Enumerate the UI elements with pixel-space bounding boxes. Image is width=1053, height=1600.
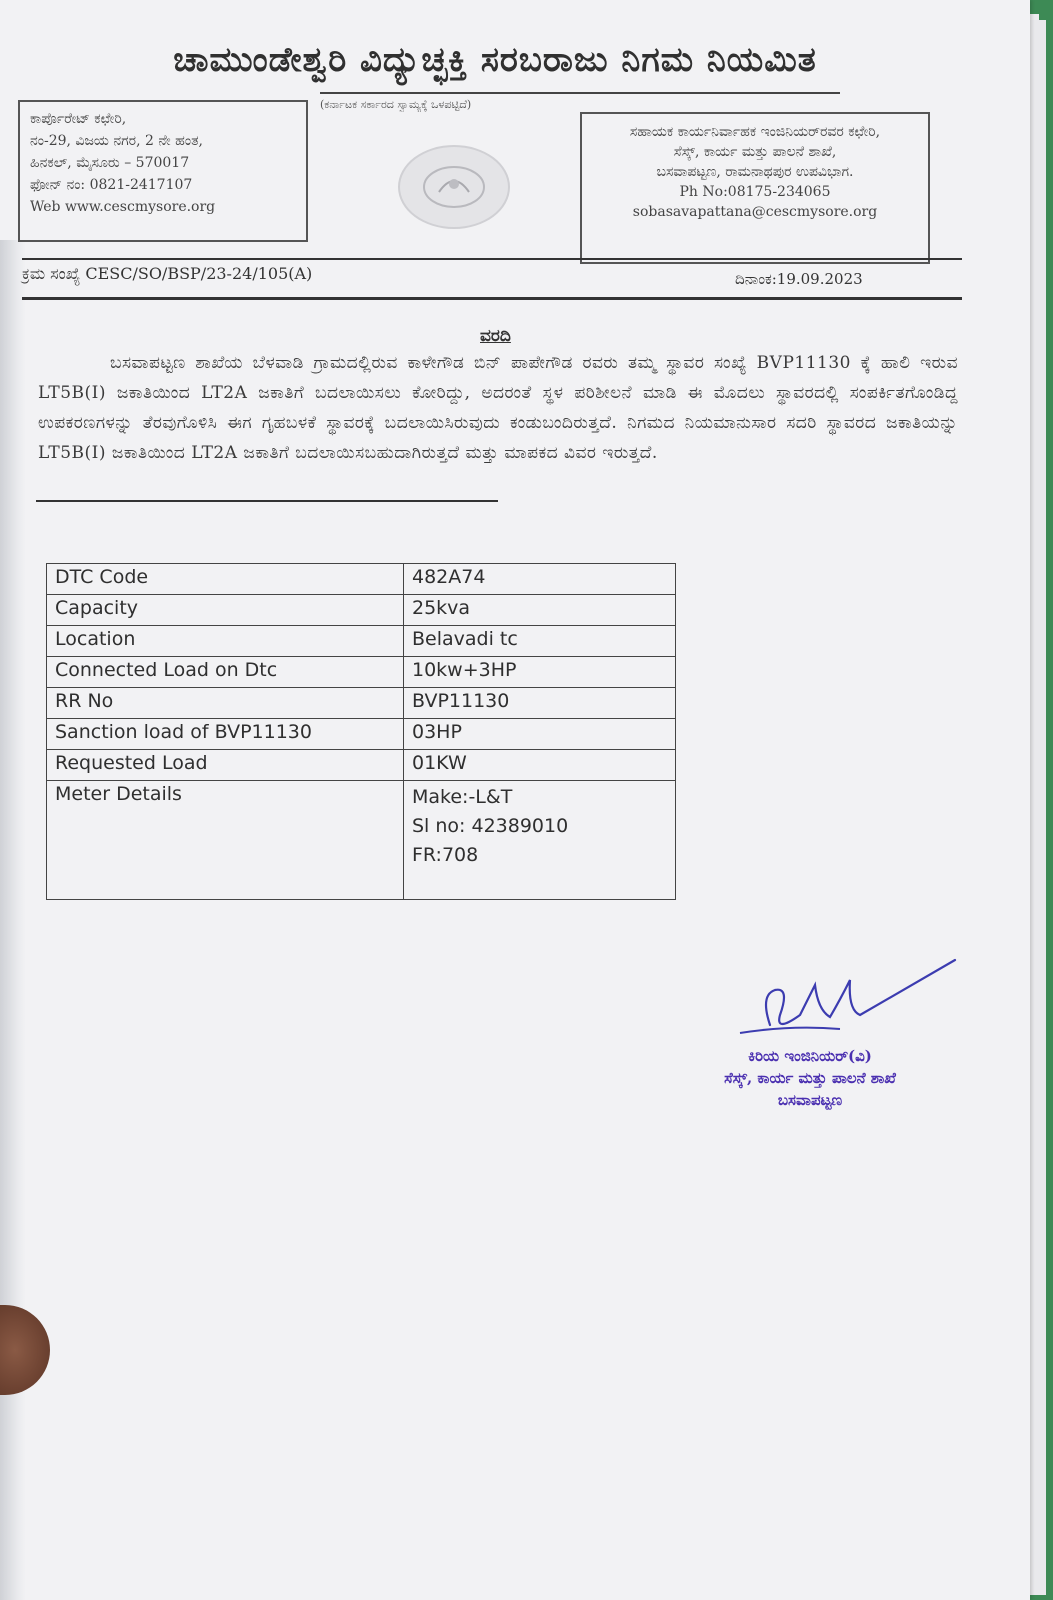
table-row: [47, 595, 676, 626]
table-row: [47, 564, 676, 595]
address-line: ಫೋನ್ ನಂ: 0821-2417107: [30, 177, 193, 193]
address-line: ಬಸವಾಪಟ್ಟಣ, ರಾಮನಾಥಪುರ ಉಪವಿಭಾಗ.: [656, 164, 854, 180]
stamp-place: ಬಸವಾಪಟ್ಟಣ: [777, 1091, 843, 1109]
row-value: Belavadi tc: [404, 626, 676, 657]
row-value: BVP11130: [404, 688, 676, 719]
meter-make: Make:-L&T: [412, 786, 513, 808]
row-label: Sanction load of BVP11130: [47, 719, 404, 750]
table-row: [47, 626, 676, 657]
meter-fr: FR:708: [412, 844, 479, 866]
org-logo: [398, 145, 510, 229]
row-value: 03HP: [404, 719, 676, 750]
document-date: ದಿನಾಂಕ:19.09.2023: [735, 270, 863, 288]
branch-phone: Ph No:08175-234065: [679, 184, 831, 200]
stamp-designation: ಕಿರಿಯ ಇಂಜಿನಿಯರ್(ವಿ): [748, 1047, 872, 1065]
reference-number: ಕ್ರಮ ಸಂಖ್ಯೆ CESC/SO/BSP/23-24/105(A): [22, 264, 313, 283]
page-binding-shadow: [0, 240, 26, 1600]
address-line: ಸಹಾಯಕ ಕಾರ್ಯನಿರ್ವಾಹಕ ಇಂಜಿನಿಯರ್‌ರವರ ಕಛೇರಿ,: [629, 124, 881, 140]
branch-email: sobasavapattana@cescmysore.org: [632, 204, 878, 220]
meter-details-row: [47, 781, 676, 900]
table-row: [47, 657, 676, 688]
header-rule-top: [22, 258, 962, 260]
holding-finger: [0, 1305, 50, 1395]
org-masthead: ಚಾಮುಂಡೇಶ್ವರಿ ವಿದ್ಯುಚ್ಛಕ್ತಿ ಸರಬರಾಜು ನಿಗಮ ನಿಯಮಿತ: [173, 40, 817, 80]
corporate-address-box: [18, 100, 308, 242]
meter-label: Meter Details: [47, 781, 404, 900]
row-value: 482A74: [404, 564, 676, 595]
table-row: [47, 719, 676, 750]
report-title: ವರದಿ: [480, 326, 511, 346]
table-row: [47, 688, 676, 719]
emblem-icon: [419, 162, 489, 212]
branch-address-box: [580, 112, 930, 264]
row-label: Connected Load on Dtc: [47, 657, 404, 688]
row-label: Location: [47, 626, 404, 657]
meter-values: [404, 781, 676, 900]
meter-serial: Sl no: 42389010: [412, 815, 569, 837]
header-rule-bottom: [22, 297, 962, 300]
row-value: 25kva: [404, 595, 676, 626]
handwritten-underline: [36, 500, 498, 502]
report-body: [38, 348, 958, 468]
stamp-branch: ಸೆಸ್ಕ್, ಕಾರ್ಯ ಮತ್ತು ಪಾಲನೆ ಶಾಖೆ: [724, 1069, 896, 1087]
masthead-underline: [320, 92, 840, 94]
row-label: DTC Code: [47, 564, 404, 595]
row-label: Capacity: [47, 595, 404, 626]
details-table: [46, 563, 676, 900]
signature: [730, 955, 960, 1055]
address-line: ಹಿನಕಲ್, ಮೈಸೂರು – 570017: [30, 155, 190, 171]
table-row: [47, 750, 676, 781]
address-line: ಸೆಸ್ಕ್, ಕಾರ್ಯ ಮತ್ತು ಪಾಲನೆ ಶಾಖೆ,: [673, 144, 837, 160]
report-body-text: ಬಸವಾಪಟ್ಟಣ ಶಾಖೆಯ ಬೆಳವಾಡಿ ಗ್ರಾಮದಲ್ಲಿರುವ ಕಾಳೇಗೌಡ ಬಿನ್ ಪಾಪೇಗೌಡ ರವರು ತಮ್ಮ ಸ್ಥಾವರ ಸಂಖ್ಯೆ BVP11130 ಕ್ಕೆ ಹಾಲಿ ಇರುವ LT5B(I) ಜಕಾತಿಯಿಂದ LT2A ಜಕಾತಿಗೆ ಬದಲಾಯಿಸಲು ಕೋರಿದ್ದು, ಅದರಂತೆ ಸ್ಥಳ ಪರಿಶೀಲನೆ ಮಾಡಿ ಈ ಮೊದಲು ಸ್ಥಾವರದಲ್ಲಿ ಸಂಪರ್ಕಿತಗೊಂಡಿದ್ದ ಉಪಕರಣಗಳನ್ನು ತೆರವುಗೊಳಿಸಿ ಈಗ ಗೃಹಬಳಕೆ ಸ್ಥಾವರಕ್ಕೆ ಬದಲಾಯಿಸಿರುವುದು ಕಂಡುಬಂದಿರುತ್ತದೆ. ನಿಗಮದ ನಿಯಮಾನುಸಾರ ಸದರಿ ಸ್ಥಾವರದ ಜಕಾತಿಯನ್ನು LT5B(I) ಜಕಾತಿಯಿಂದ LT2A ಜಕಾತಿಗೆ ಬದಲಾಯಿಸಬಹುದಾಗಿರುತ್ತದೆ ಮತ್ತು ಮಾಪಕದ ವಿವರ ಇರುತ್ತದೆ.: [38, 353, 958, 463]
address-line: Web www.cescmysore.org: [30, 199, 216, 215]
row-label: RR No: [47, 688, 404, 719]
org-tagline: (ಕರ್ನಾಟಕ ಸರ್ಕಾರದ ಸ್ವಾಮ್ಯಕ್ಕೆ ಒಳಪಟ್ಟಿದೆ): [320, 98, 472, 111]
row-value: 10kw+3HP: [404, 657, 676, 688]
row-value: 01KW: [404, 750, 676, 781]
address-line: ಕಾರ್ಪೊರೇಟ್ ಕಛೇರಿ,: [30, 111, 127, 127]
row-label: Requested Load: [47, 750, 404, 781]
official-stamp: [665, 1045, 955, 1111]
address-line: ನಂ-29, ವಿಜಯ ನಗರ, 2 ನೇ ಹಂತ,: [30, 133, 203, 149]
